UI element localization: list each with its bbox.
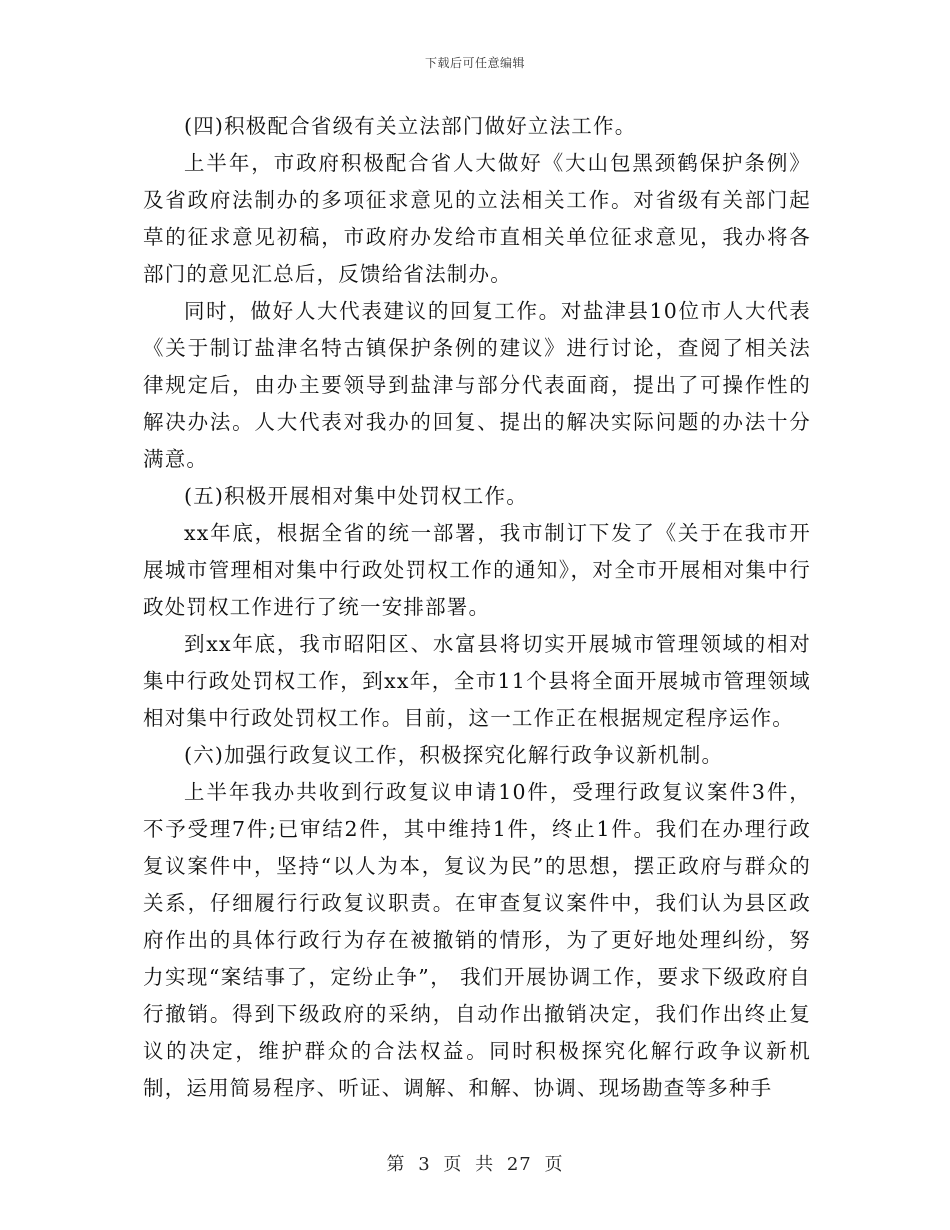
section-heading-6: (六)加强行政复议工作，积极探究化解行政争议新机制。: [184, 743, 724, 767]
paragraph: 上半年，市政府积极配合省人大做好《大山包黑颈鹤保护条例》及省政府法制办的多项征求意见的立法相关工作。对省级有关部门起草的征求意见初稿，市政府办发给市直相关单位征求意见，我办将各部门的意见汇总后，反馈给省法制办。: [143, 151, 811, 286]
section-heading-5: (五)积极开展相对集中处罚权工作。: [184, 484, 528, 508]
paragraph: 同时，做好人大代表建议的回复工作。对盐津县10位市人大代表《关于制订盐津名特古镇保护条例的建议》进行讨论，查阅了相关法律规定后，由办主要领导到盐津与部分代表面商，提出了可操作性的解决办法。人大代表对我办的回复、提出的解决实际问题的办法十分满意。: [143, 299, 811, 471]
section-heading-4: (四)积极配合省级有关立法部门做好立法工作。: [184, 114, 637, 138]
page-header-note: 下载后可任意编辑: [424, 56, 525, 70]
document-body: [143, 108, 811, 1107]
paragraph: 到xx年底，我市昭阳区、水富县将切实开展城市管理领域的相对集中行政处罚权工作，到xx年，全市11个县将全面开展城市管理领域相对集中行政处罚权工作。目前，这一工作正在根据规定程序运作。: [143, 632, 811, 730]
paragraph: 上半年我办共收到行政复议申请10件，受理行政复议案件3件，不予受理7件;已审结2件，其中维持1件，终止1件。我们在办理行政复议案件中，坚持“以人为本，复议为民”的思想，摆正政府与群众的关系，仔细履行行政复议职责。在审查复议案件中，我们认为县区政府作出的具体行政行为存在被撤销的情形，为了更好地处理纠纷，努力实现“案结事了，定纷止争”， 我们开展协调工作，要求下级政府自行撤销。得到下级政府的采纳，自动作出撤销决定，我们作出终止复议的决定，维护群众的合法权益。同时积极探究化解行政争议新机制，运用简易程序、听证、调解、和解、协调、现场勘查等多种手: [143, 780, 811, 1100]
page-number-footer: 第 3 页 共 27 页: [386, 1154, 564, 1175]
paragraph: xx年底，根据全省的统一部署，我市制订下发了《关于在我市开展城市管理相对集中行政处罚权工作的通知》，对全市开展相对集中行政处罚权工作进行了统一安排部署。: [143, 521, 811, 619]
